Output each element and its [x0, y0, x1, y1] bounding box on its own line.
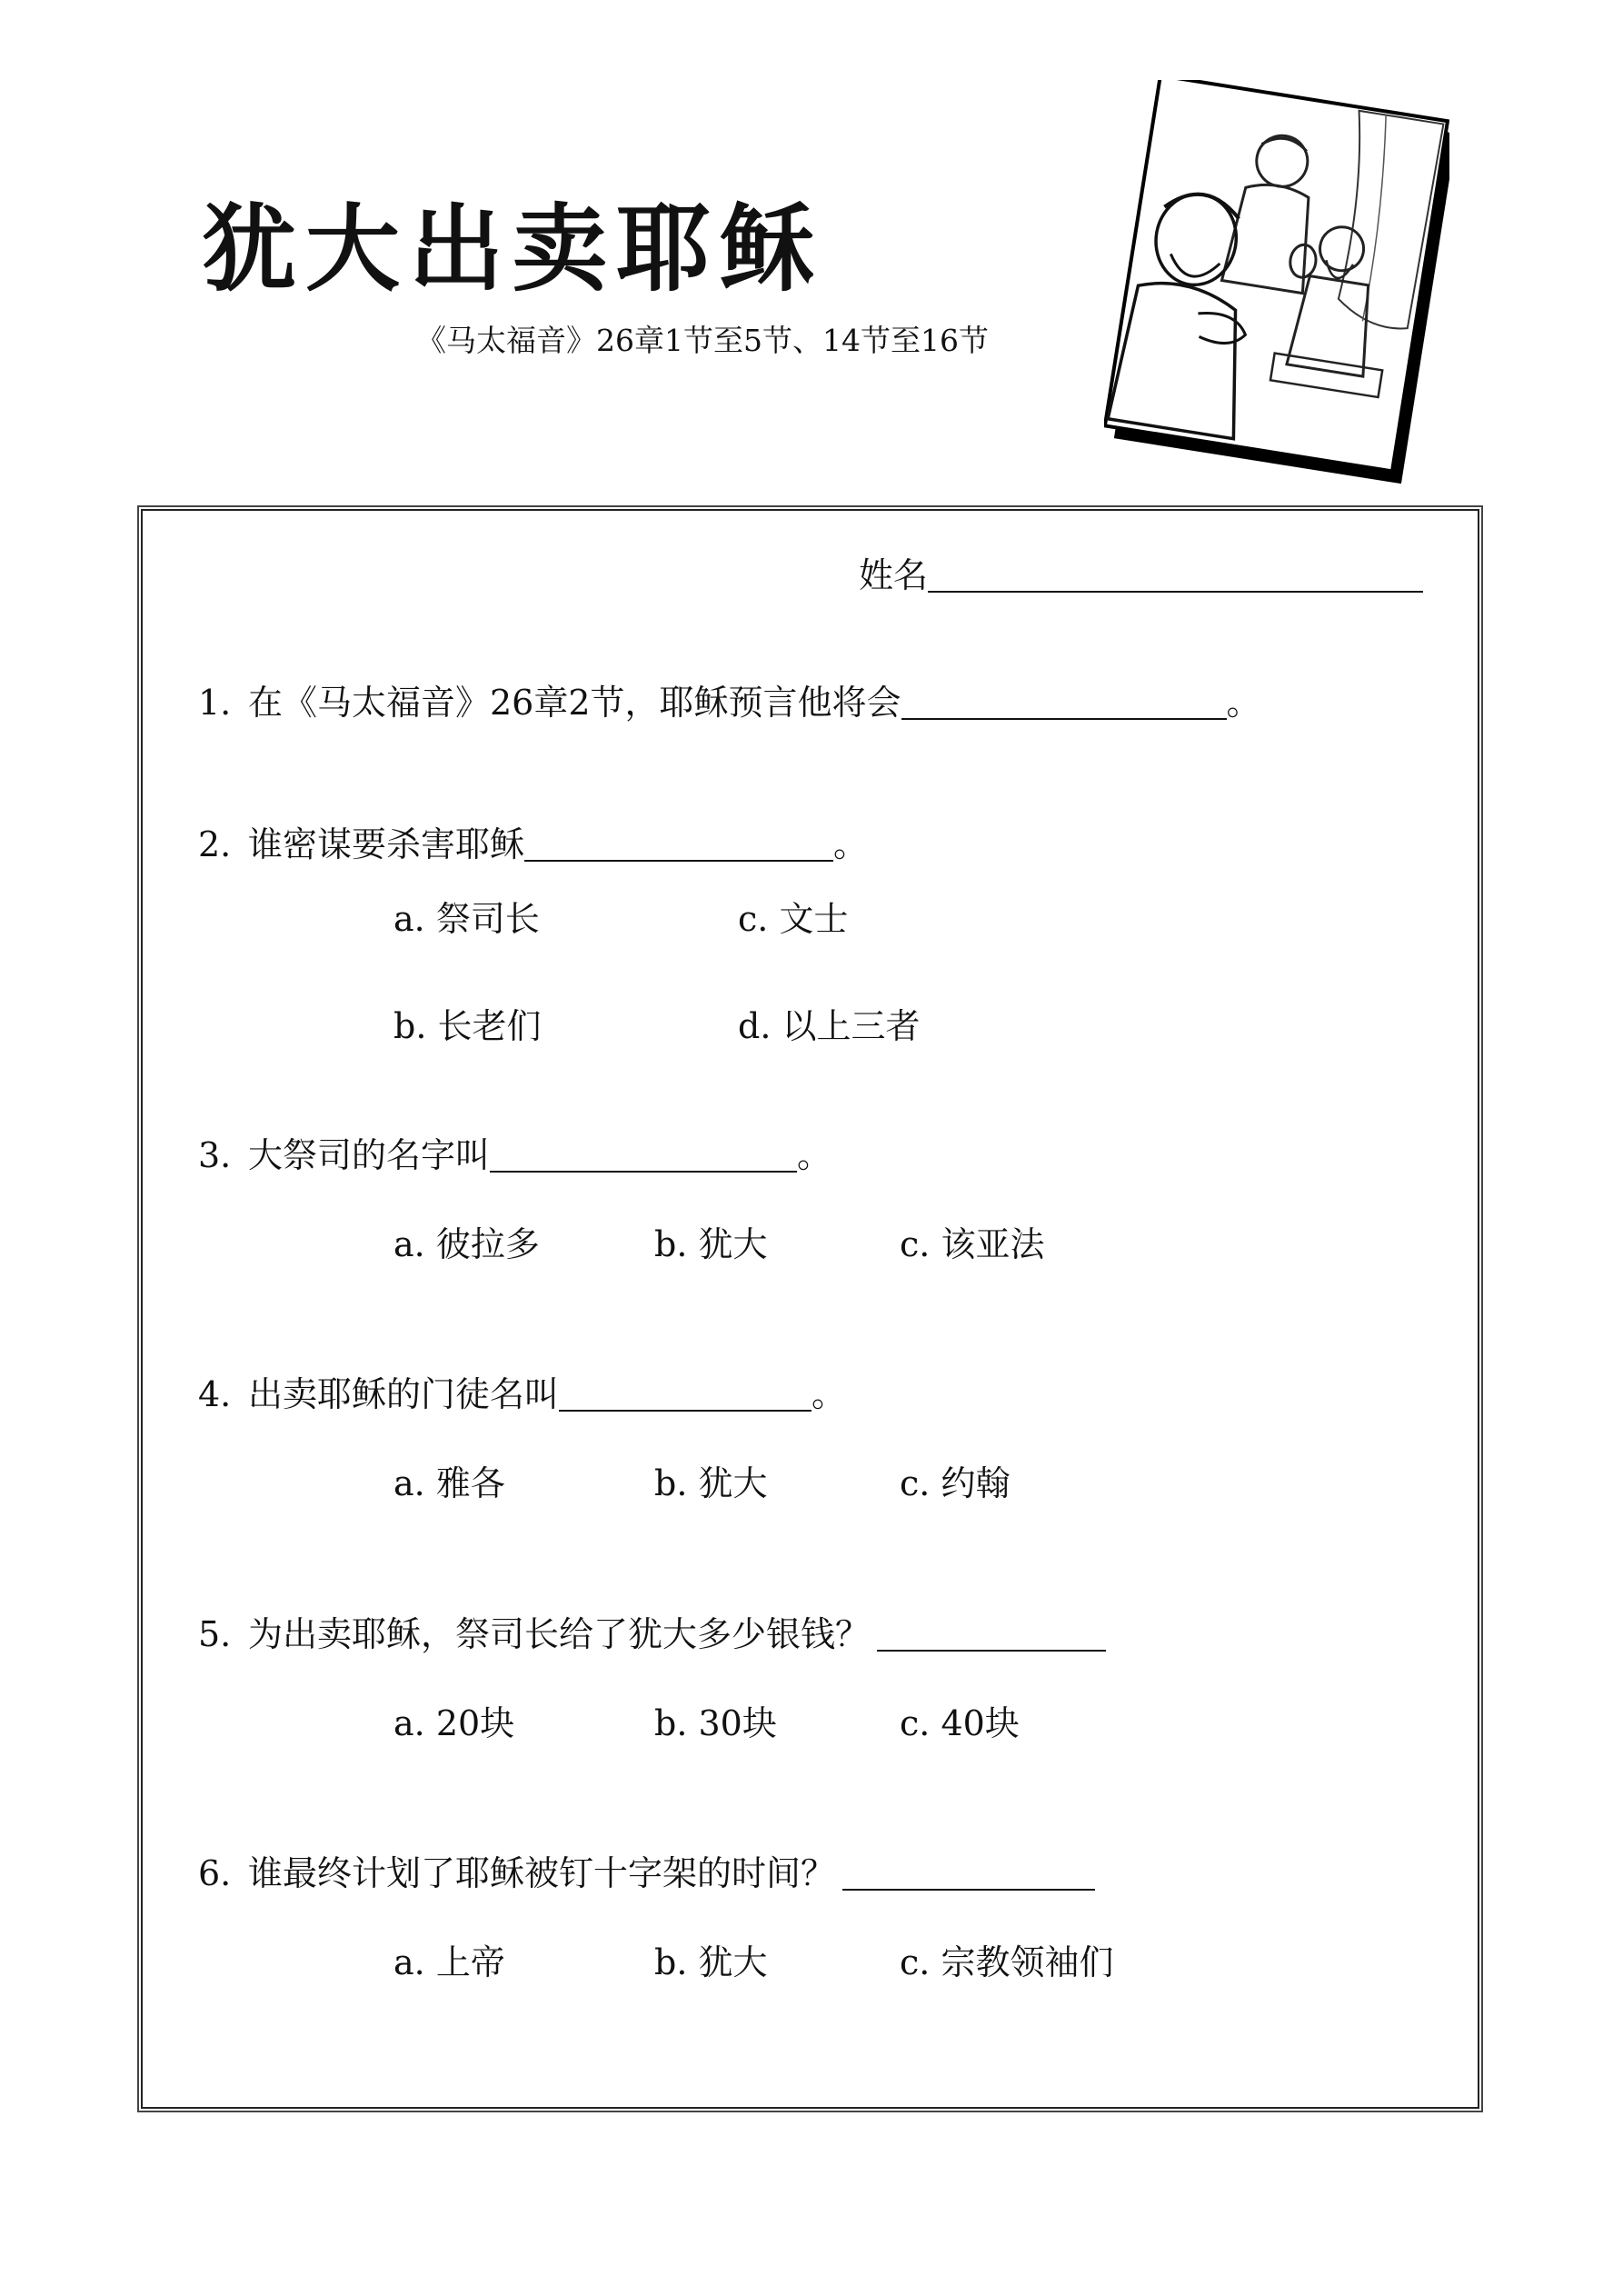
name-label: 姓名 — [859, 555, 929, 595]
answer-blank[interactable] — [524, 825, 833, 862]
answer-blank[interactable] — [490, 1136, 797, 1173]
option-c[interactable]: c. 该亚法 — [900, 1224, 1045, 1264]
question-6 — [198, 1854, 1095, 1891]
question-end: 。 — [1226, 683, 1261, 723]
page-title: 犹大出卖耶稣 — [202, 194, 824, 304]
question-end: 。 — [812, 1374, 847, 1414]
question-number: 2. — [198, 824, 232, 864]
name-row — [859, 556, 1423, 593]
question-number: 3. — [198, 1135, 232, 1175]
question-4 — [198, 1375, 846, 1412]
question-2 — [198, 825, 868, 862]
answer-blank[interactable] — [559, 1375, 812, 1412]
question-text: 谁最终计划了耶稣被钉十字架的时间？ — [248, 1853, 836, 1893]
question-number: 1. — [198, 683, 232, 723]
answer-blank[interactable] — [842, 1854, 1095, 1891]
question-number: 6. — [198, 1853, 232, 1893]
answer-blank[interactable] — [901, 684, 1227, 720]
question-end: 。 — [797, 1135, 832, 1175]
option-a[interactable]: a. 20块 — [393, 1703, 515, 1743]
question-5 — [198, 1615, 1106, 1652]
option-b[interactable]: b. 长老们 — [393, 1006, 542, 1046]
answer-blank[interactable] — [877, 1615, 1106, 1652]
question-1 — [198, 683, 1261, 723]
question-text: 为出卖耶稣，祭司长给了犹大多少银钱？ — [248, 1614, 871, 1654]
question-text: 谁密谋要杀害耶稣 — [248, 824, 525, 864]
scripture-reference: 《马太福音》26章1节至5节、14节至16节 — [416, 323, 989, 358]
option-a[interactable]: a. 上帝 — [393, 1942, 505, 1982]
option-b[interactable]: b. 30块 — [654, 1703, 777, 1743]
option-c[interactable]: c. 40块 — [900, 1703, 1020, 1743]
name-blank[interactable] — [928, 556, 1423, 593]
option-c[interactable]: c. 宗教领袖们 — [900, 1942, 1114, 1982]
option-b[interactable]: b. 犹大 — [654, 1942, 768, 1982]
question-text: 大祭司的名字叫 — [248, 1135, 491, 1175]
question-text: 出卖耶稣的门徒名叫 — [248, 1374, 560, 1414]
option-b[interactable]: b. 犹大 — [654, 1224, 768, 1264]
option-b[interactable]: b. 犹大 — [654, 1463, 768, 1503]
option-c[interactable]: c. 约翰 — [900, 1463, 1011, 1503]
question-text: 在《马太福音》26章2节，耶稣预言他将会 — [248, 683, 901, 723]
question-number: 5. — [198, 1614, 232, 1654]
question-3 — [198, 1136, 831, 1173]
judas-illustration — [1104, 80, 1449, 484]
option-c[interactable]: c. 文士 — [738, 899, 849, 939]
option-d[interactable]: d. 以上三者 — [738, 1006, 921, 1046]
option-a[interactable]: a. 彼拉多 — [393, 1224, 540, 1264]
question-number: 4. — [198, 1374, 232, 1414]
option-a[interactable]: a. 雅各 — [393, 1463, 505, 1503]
question-end: 。 — [833, 824, 869, 864]
option-a[interactable]: a. 祭司长 — [393, 899, 540, 939]
